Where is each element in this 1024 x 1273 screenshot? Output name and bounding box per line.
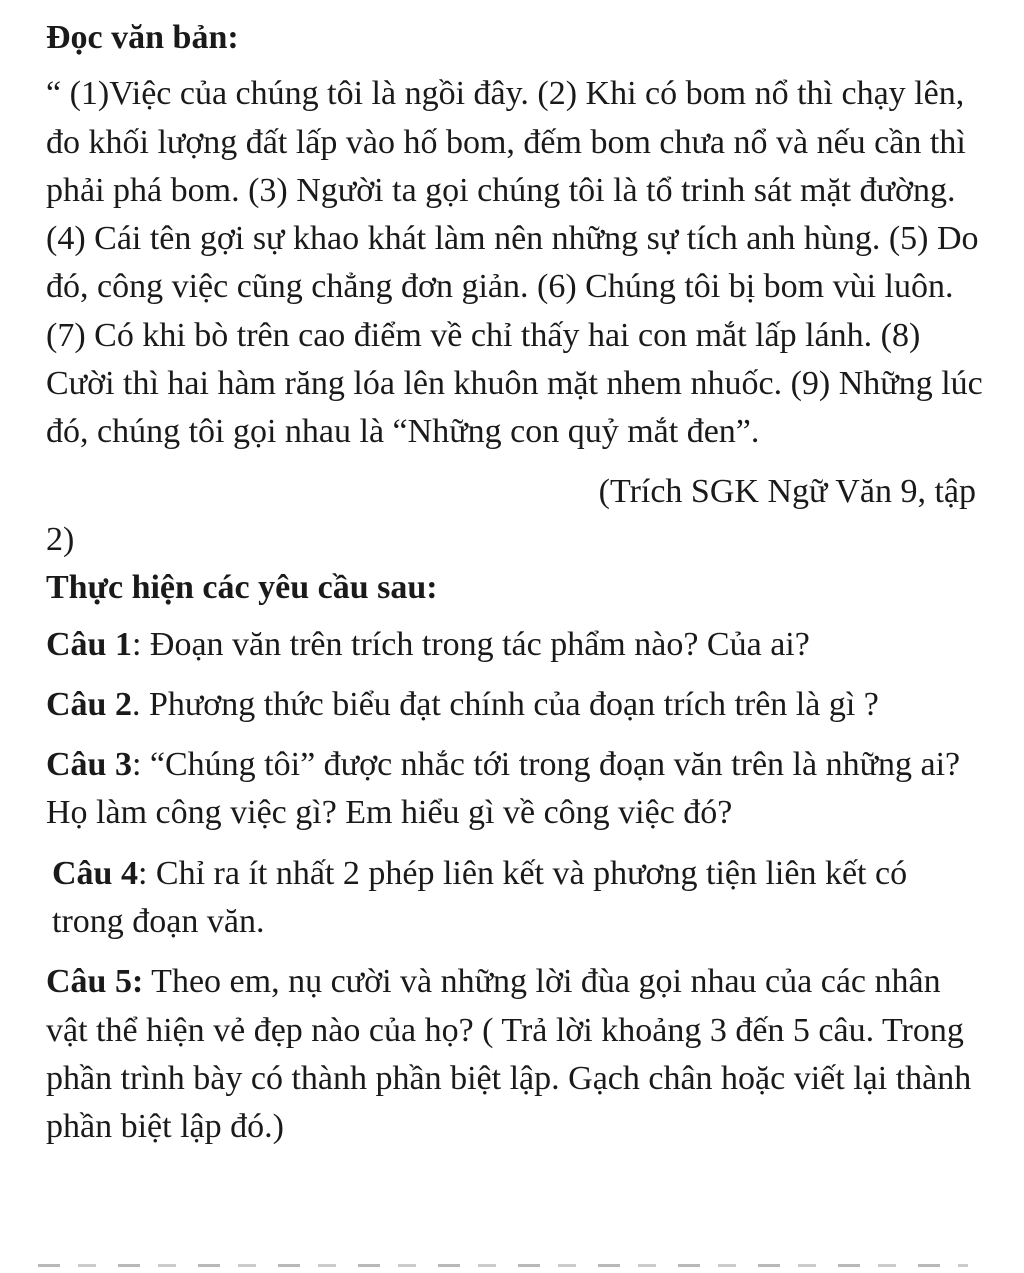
question-label: Câu 1: [46, 625, 132, 663]
question-label: Câu 5:: [46, 963, 144, 1001]
reading-heading: Đọc văn bản:: [46, 19, 239, 56]
source-citation: (Trích SGK Ngữ Văn 9, tập: [598, 472, 976, 510]
quoted-passage: “ (1)Việc của chúng tôi là ngồi đây. (2) Khi có bom nổ thì chạy lên, đo khối lượng đất lấp vào hố bom, đếm bom chưa nổ và nếu cần thì phải phá bom. (3) Người ta gọi chúng tôi là tổ trinh sát mặt đường. (4) Cái tên gợi sự khao khát làm nên những sự tích anh hùng. (5) Do đó, công việc cũng chẳng đơn giản. (6) Chúng tôi bị bom vùi luôn. (7) Có khi bò trên cao điểm về chỉ thấy hai con mắt lấp lánh. (8) Cười thì hai hàm răng lóa lên khuôn mặt nhem nhuốc. (9) Những lúc đó, chúng tôi gọi nhau là “Những con quỷ mắt đen”.: [46, 75, 983, 451]
question-1: [46, 621, 986, 669]
question-text: : Đoạn văn trên trích trong tác phẩm nào? Của ai?: [131, 625, 810, 663]
question-label: Câu 4: [52, 854, 138, 892]
question-text: Theo em, nụ cười và những lời đùa gọi nhau của các nhân vật thể hiện vẻ đẹp nào của họ? ( Trả lời khoảng 3 đến 5 câu. Trong phần trình bày có thành phần biệt lập. Gạch chân hoặc viết lại thành phần biệt lập đó.): [46, 963, 972, 1146]
question-3: [46, 741, 986, 838]
question-text: : Chỉ ra ít nhất 2 phép liên kết và phương tiện liên kết có trong đoạn văn.: [52, 854, 908, 941]
question-text: : “Chúng tôi” được nhắc tới trong đoạn văn trên là những ai? Họ làm công việc gì? Em hiểu gì về công việc đó?: [46, 746, 961, 832]
question-text: . Phương thức biểu đạt chính của đoạn trích trên là gì ?: [131, 685, 879, 723]
document-page: [46, 14, 986, 1164]
question-4: [46, 850, 986, 947]
question-2: [46, 681, 986, 729]
cut-off-text-line: [0, 1262, 1024, 1273]
tasks-heading: Thực hiện các yêu cầu sau:: [46, 569, 438, 607]
question-label: Câu 3: [46, 746, 132, 784]
source-citation-continued: 2): [46, 520, 75, 558]
question-5: [46, 958, 986, 1151]
cut-off-text-fragment: [38, 1264, 968, 1267]
question-label: Câu 2: [46, 685, 132, 723]
